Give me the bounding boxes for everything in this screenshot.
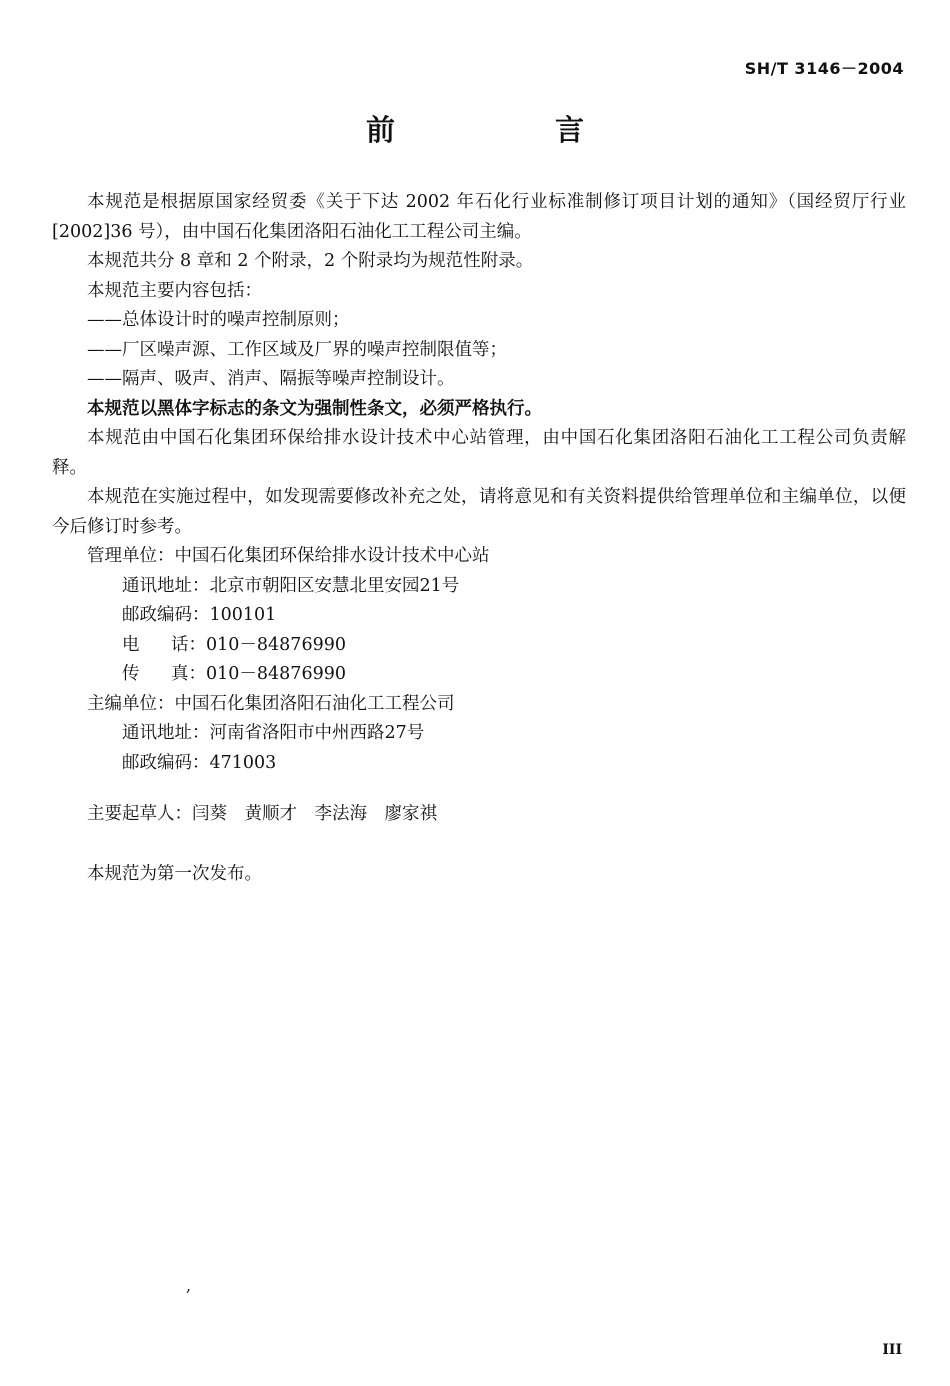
standard-code: SH/T 3146－2004 — [744, 59, 904, 78]
title-char-2: 言 — [555, 113, 585, 147]
chief-editor-postcode: 邮政编码：471003 — [122, 752, 277, 773]
page-title — [0, 108, 950, 149]
page-number: III — [882, 1342, 902, 1358]
management-postcode: 邮政编码：100101 — [122, 605, 277, 625]
release-note: 本规范为第一次发布。 — [87, 863, 262, 884]
chief-editor-address: 通讯地址：河南省洛阳市中州西路27号 — [122, 723, 425, 743]
management-fax — [52, 660, 906, 690]
management-address: 通讯地址：北京市朝阳区安慧北里安园21号 — [122, 575, 460, 596]
management-phone — [52, 631, 906, 661]
chief-editor-unit: 主编单位：中国石化集团洛阳石油化工工程公司 — [87, 693, 455, 714]
paragraph-contents-intro: 本规范主要内容包括： — [87, 280, 262, 301]
foreword-body — [52, 188, 906, 889]
mandatory-clause-note: 本规范以黑体字标志的条文为强制性条文，必须严格执行。 — [87, 398, 542, 419]
list-item: ——总体设计时的噪声控制原则； — [87, 310, 350, 330]
paragraph-origin: 本规范是根据原国家经贸委《关于下达 2002 年石化行业标准制修订项目计划的通知》（国经贸厅行业[2002]36 号），由中国石化集团洛阳石油化工工程公司主编。 — [52, 192, 906, 242]
list-item: ——隔声、吸声、消声、隔振等噪声控制设计。 — [87, 369, 455, 389]
fax-label-a: 传 — [122, 664, 171, 684]
drafters-line: 主要起草人：闫葵 黄顺才 李法海 廖家祺 — [87, 804, 437, 824]
paragraph-feedback: 本规范在实施过程中，如发现需要修改补充之处，请将意见和有关资料提供给管理单位和主编单位，以便今后修订时参考。 — [52, 487, 906, 537]
management-unit: 管理单位：中国石化集团环保给排水设计技术中心站 — [87, 546, 490, 566]
phone-number: 010－84876990 — [206, 634, 346, 655]
list-item: ——厂区噪声源、工作区域及厂界的噪声控制限值等； — [87, 339, 507, 360]
stray-mark: , — [186, 1276, 192, 1295]
paragraph-structure: 本规范共分 8 章和 2 个附录，2 个附录均为规范性附录。 — [87, 251, 534, 271]
title-char-1: 前 — [365, 113, 395, 147]
fax-number: 010－84876990 — [206, 664, 346, 684]
phone-label-a: 电 — [122, 634, 171, 655]
fax-label-b: 真： — [171, 664, 206, 684]
paragraph-management: 本规范由中国石化集团环保给排水设计技术中心站管理，由中国石化集团洛阳石油化工工程公司负责解释。 — [52, 428, 906, 478]
phone-label-b: 话： — [171, 634, 206, 655]
